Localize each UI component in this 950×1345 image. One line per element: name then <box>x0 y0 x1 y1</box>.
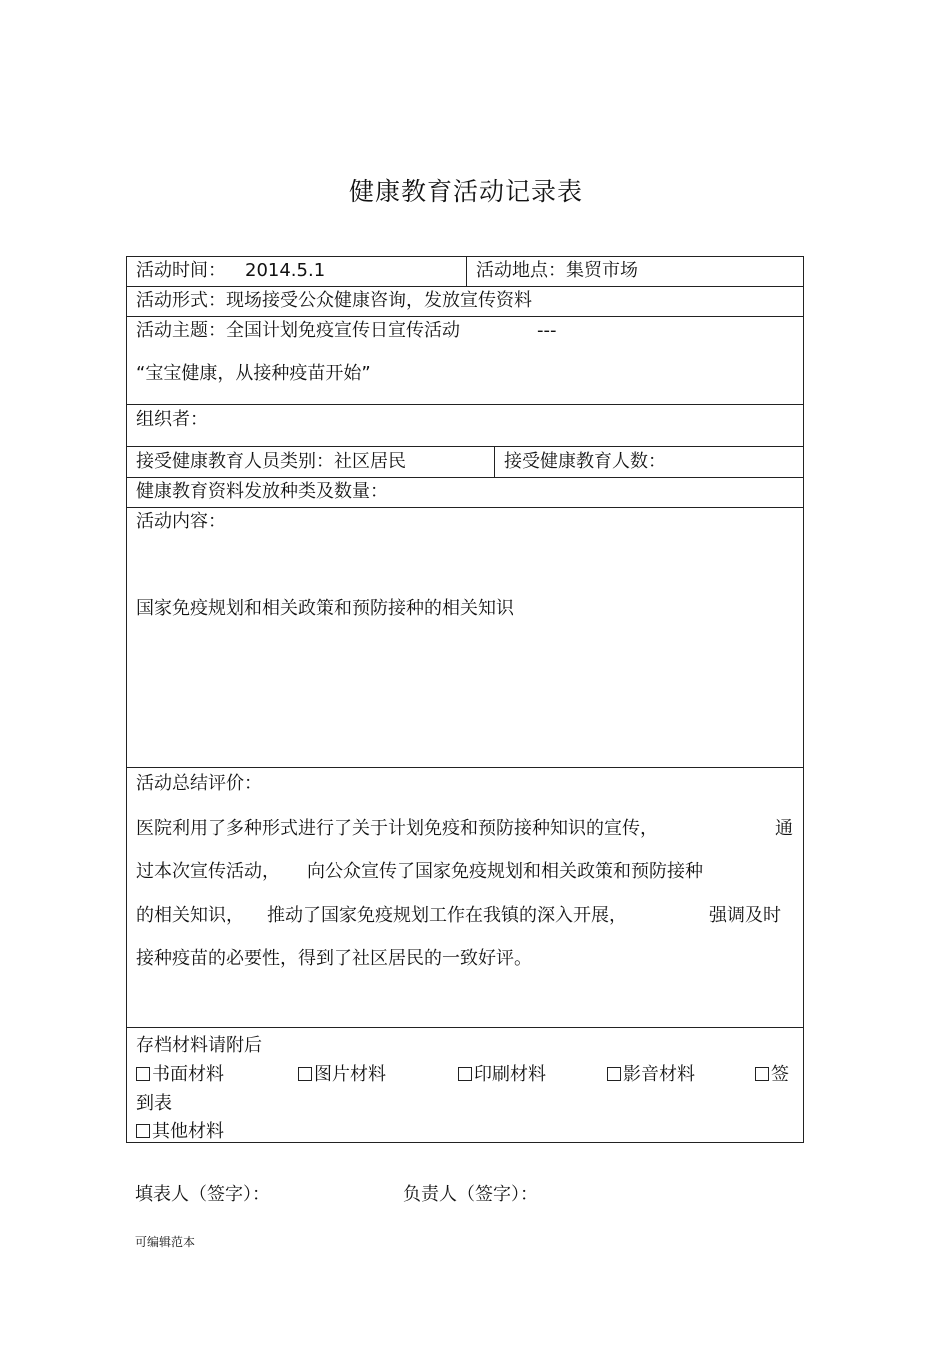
summary-line: 接种疫苗的必要性，得到了社区居民的一致好评。 <box>136 948 532 969</box>
checkbox-square-icon <box>298 1067 312 1081</box>
location-field: 活动地点：集贸市场 <box>476 260 638 281</box>
row-audience <box>127 447 803 478</box>
archive-label: 存档材料请附后 <box>136 1035 262 1056</box>
time-value: 2014.5.1 <box>245 260 326 281</box>
summary-line: 的相关知识， <box>136 905 244 926</box>
summary-line: 推动了国家免疫规划工作在我镇的深入开展， <box>267 905 627 926</box>
row-archive <box>127 1028 803 1144</box>
divider <box>494 447 495 477</box>
summary-line: 医院利用了多种形式进行了关于计划免疫和预防接种知识的宣传， <box>136 818 658 839</box>
responsible-signature: 负责人（签字）： <box>403 1184 538 1205</box>
checkbox-av-materials[interactable]: 影音材料 <box>607 1064 695 1086</box>
checkbox-square-icon <box>136 1124 150 1138</box>
checkbox-sign-in-sheet[interactable]: 签 <box>755 1064 789 1086</box>
row-summary <box>127 768 803 1028</box>
page-title: 健康教育活动记录表 <box>348 177 583 206</box>
row-activity-form <box>127 287 803 317</box>
summary-line: 向公众宣传了国家免疫规划和相关政策和预防接种 <box>307 861 703 882</box>
row-theme <box>127 317 803 405</box>
content-text: 国家免疫规划和相关政策和预防接种的相关知识 <box>136 598 514 619</box>
summary-line: 过本次宣传活动， <box>136 861 280 882</box>
sign-in-sheet-wrap: 到表 <box>136 1093 172 1114</box>
row-organizer <box>127 405 803 447</box>
row-content <box>127 508 803 768</box>
activity-record-form <box>126 256 804 1143</box>
summary-line: 通 <box>775 818 793 839</box>
checkbox-printed-materials[interactable]: 印刷材料 <box>458 1064 546 1086</box>
checkbox-square-icon <box>607 1067 621 1081</box>
checkbox-other-materials[interactable]: 其他材料 <box>136 1121 224 1143</box>
activity-form-field: 活动形式：现场接受公众健康咨询，发放宣传资料 <box>136 290 532 311</box>
checkbox-square-icon <box>458 1067 472 1081</box>
checkbox-square-icon <box>755 1067 769 1081</box>
summary-line: 强调及时 <box>709 905 781 926</box>
footer-note: 可编辑范本 <box>135 1235 196 1249</box>
row-materials <box>127 478 803 508</box>
audience-count-field: 接受健康教育人数： <box>504 451 666 472</box>
theme-line-2: “宝宝健康，从接种疫苗开始” <box>136 363 371 384</box>
content-label: 活动内容： <box>136 511 226 532</box>
checkbox-picture-materials[interactable]: 图片材料 <box>298 1064 386 1086</box>
filler-signature: 填表人（签字）： <box>135 1184 270 1205</box>
organizer-field: 组织者： <box>136 409 208 430</box>
time-label: 活动时间： <box>136 260 226 281</box>
theme-line-1: 活动主题：全国计划免疫宣传日宣传活动 <box>136 320 460 341</box>
summary-label: 活动总结评价： <box>136 773 262 794</box>
materials-field: 健康教育资料发放种类及数量： <box>136 481 388 502</box>
theme-dash: --- <box>537 320 557 341</box>
checkbox-written-materials[interactable]: 书面材料 <box>136 1064 224 1086</box>
audience-category-field: 接受健康教育人员类别：社区居民 <box>136 451 406 472</box>
divider <box>466 257 467 286</box>
checkbox-square-icon <box>136 1067 150 1081</box>
row-time-location <box>127 257 803 287</box>
